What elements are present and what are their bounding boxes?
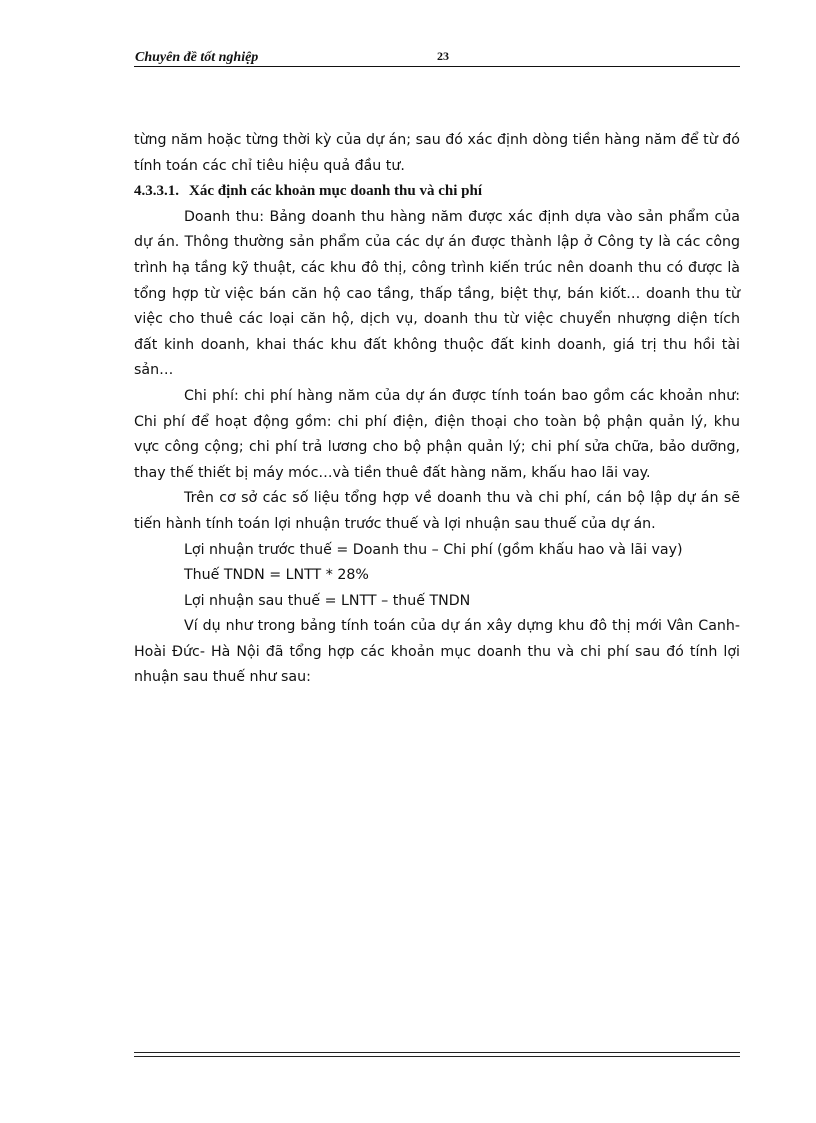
page-number: 23: [437, 49, 449, 63]
section-number: 4.3.3.1.: [134, 183, 179, 200]
profit-paragraph: Trên cơ sở các số liệu tổng hợp về doanh thu và chi phí, cán bộ lập dự án sẽ tiến hành tính toán lợi nhuận trước thuế và lợi nhuận sau thuế của dự án.: [134, 490, 740, 532]
section-title: Xác định các khoản mục doanh thu và chi phí: [189, 183, 482, 200]
header-title: Chuyên đề tốt nghiệp: [135, 50, 259, 65]
closing-paragraph: Ví dụ như trong bảng tính toán của dự án xây dựng khu đô thị mới Vân Canh- Hoài Đức- Hà Nội đã tổng hợp các khoản mục doanh thu và chi phí sau đó tính lợi nhuận sau thuế như sau:: [134, 618, 740, 686]
page-content: [134, 128, 740, 691]
intro-paragraph: từng năm hoặc từng thời kỳ của dự án; sau đó xác định dòng tiền hàng năm để từ đó tính toán các chỉ tiêu hiệu quả đầu tư.: [134, 132, 740, 174]
section-heading: [134, 179, 740, 205]
header-rule: [134, 66, 740, 67]
cost-paragraph: Chi phí: chi phí hàng năm của dự án được tính toán bao gồm các khoản như: Chi phí để hoạt động gồm: chi phí điện, điện thoại cho toàn bộ phận quản lý, khu vực công cộng; chi phí trả lương cho bộ phận quản lý; chi phí sửa chữa, bảo dưỡng, thay thế thiết bị máy móc…và tiền thuê đất hàng năm, khấu hao lãi vay.: [134, 387, 740, 481]
formula-profit-before-tax: Lợi nhuận trước thuế = Doanh thu – Chi phí (gồm khấu hao và lãi vay): [184, 541, 683, 558]
page-header: [134, 48, 740, 70]
footer-rule: [134, 1052, 740, 1057]
formula-corporate-tax: Thuế TNDN = LNTT * 28%: [184, 567, 369, 584]
formula-profit-after-tax: Lợi nhuận sau thuế = LNTT – thuế TNDN: [184, 592, 471, 609]
revenue-paragraph: Doanh thu: Bảng doanh thu hàng năm được xác định dựa vào sản phẩm của dự án. Thông thường sản phẩm của các dự án được thành lập ở Công ty là các công trình hạ tầng kỹ thuật, các khu đô thị, công trình kiến trúc nên doanh thu có được là tổng hợp từ việc bán căn hộ cao tầng, thấp tầng, biệt thự, bán kiốt… doanh thu từ việc cho thuê các loại căn hộ, dịch vụ, doanh thu từ việc chuyển nhượng diện tích đất kinh doanh, khai thác khu đất không thuộc đất kinh doanh, giá trị thu hồi tài sản…: [134, 208, 740, 379]
